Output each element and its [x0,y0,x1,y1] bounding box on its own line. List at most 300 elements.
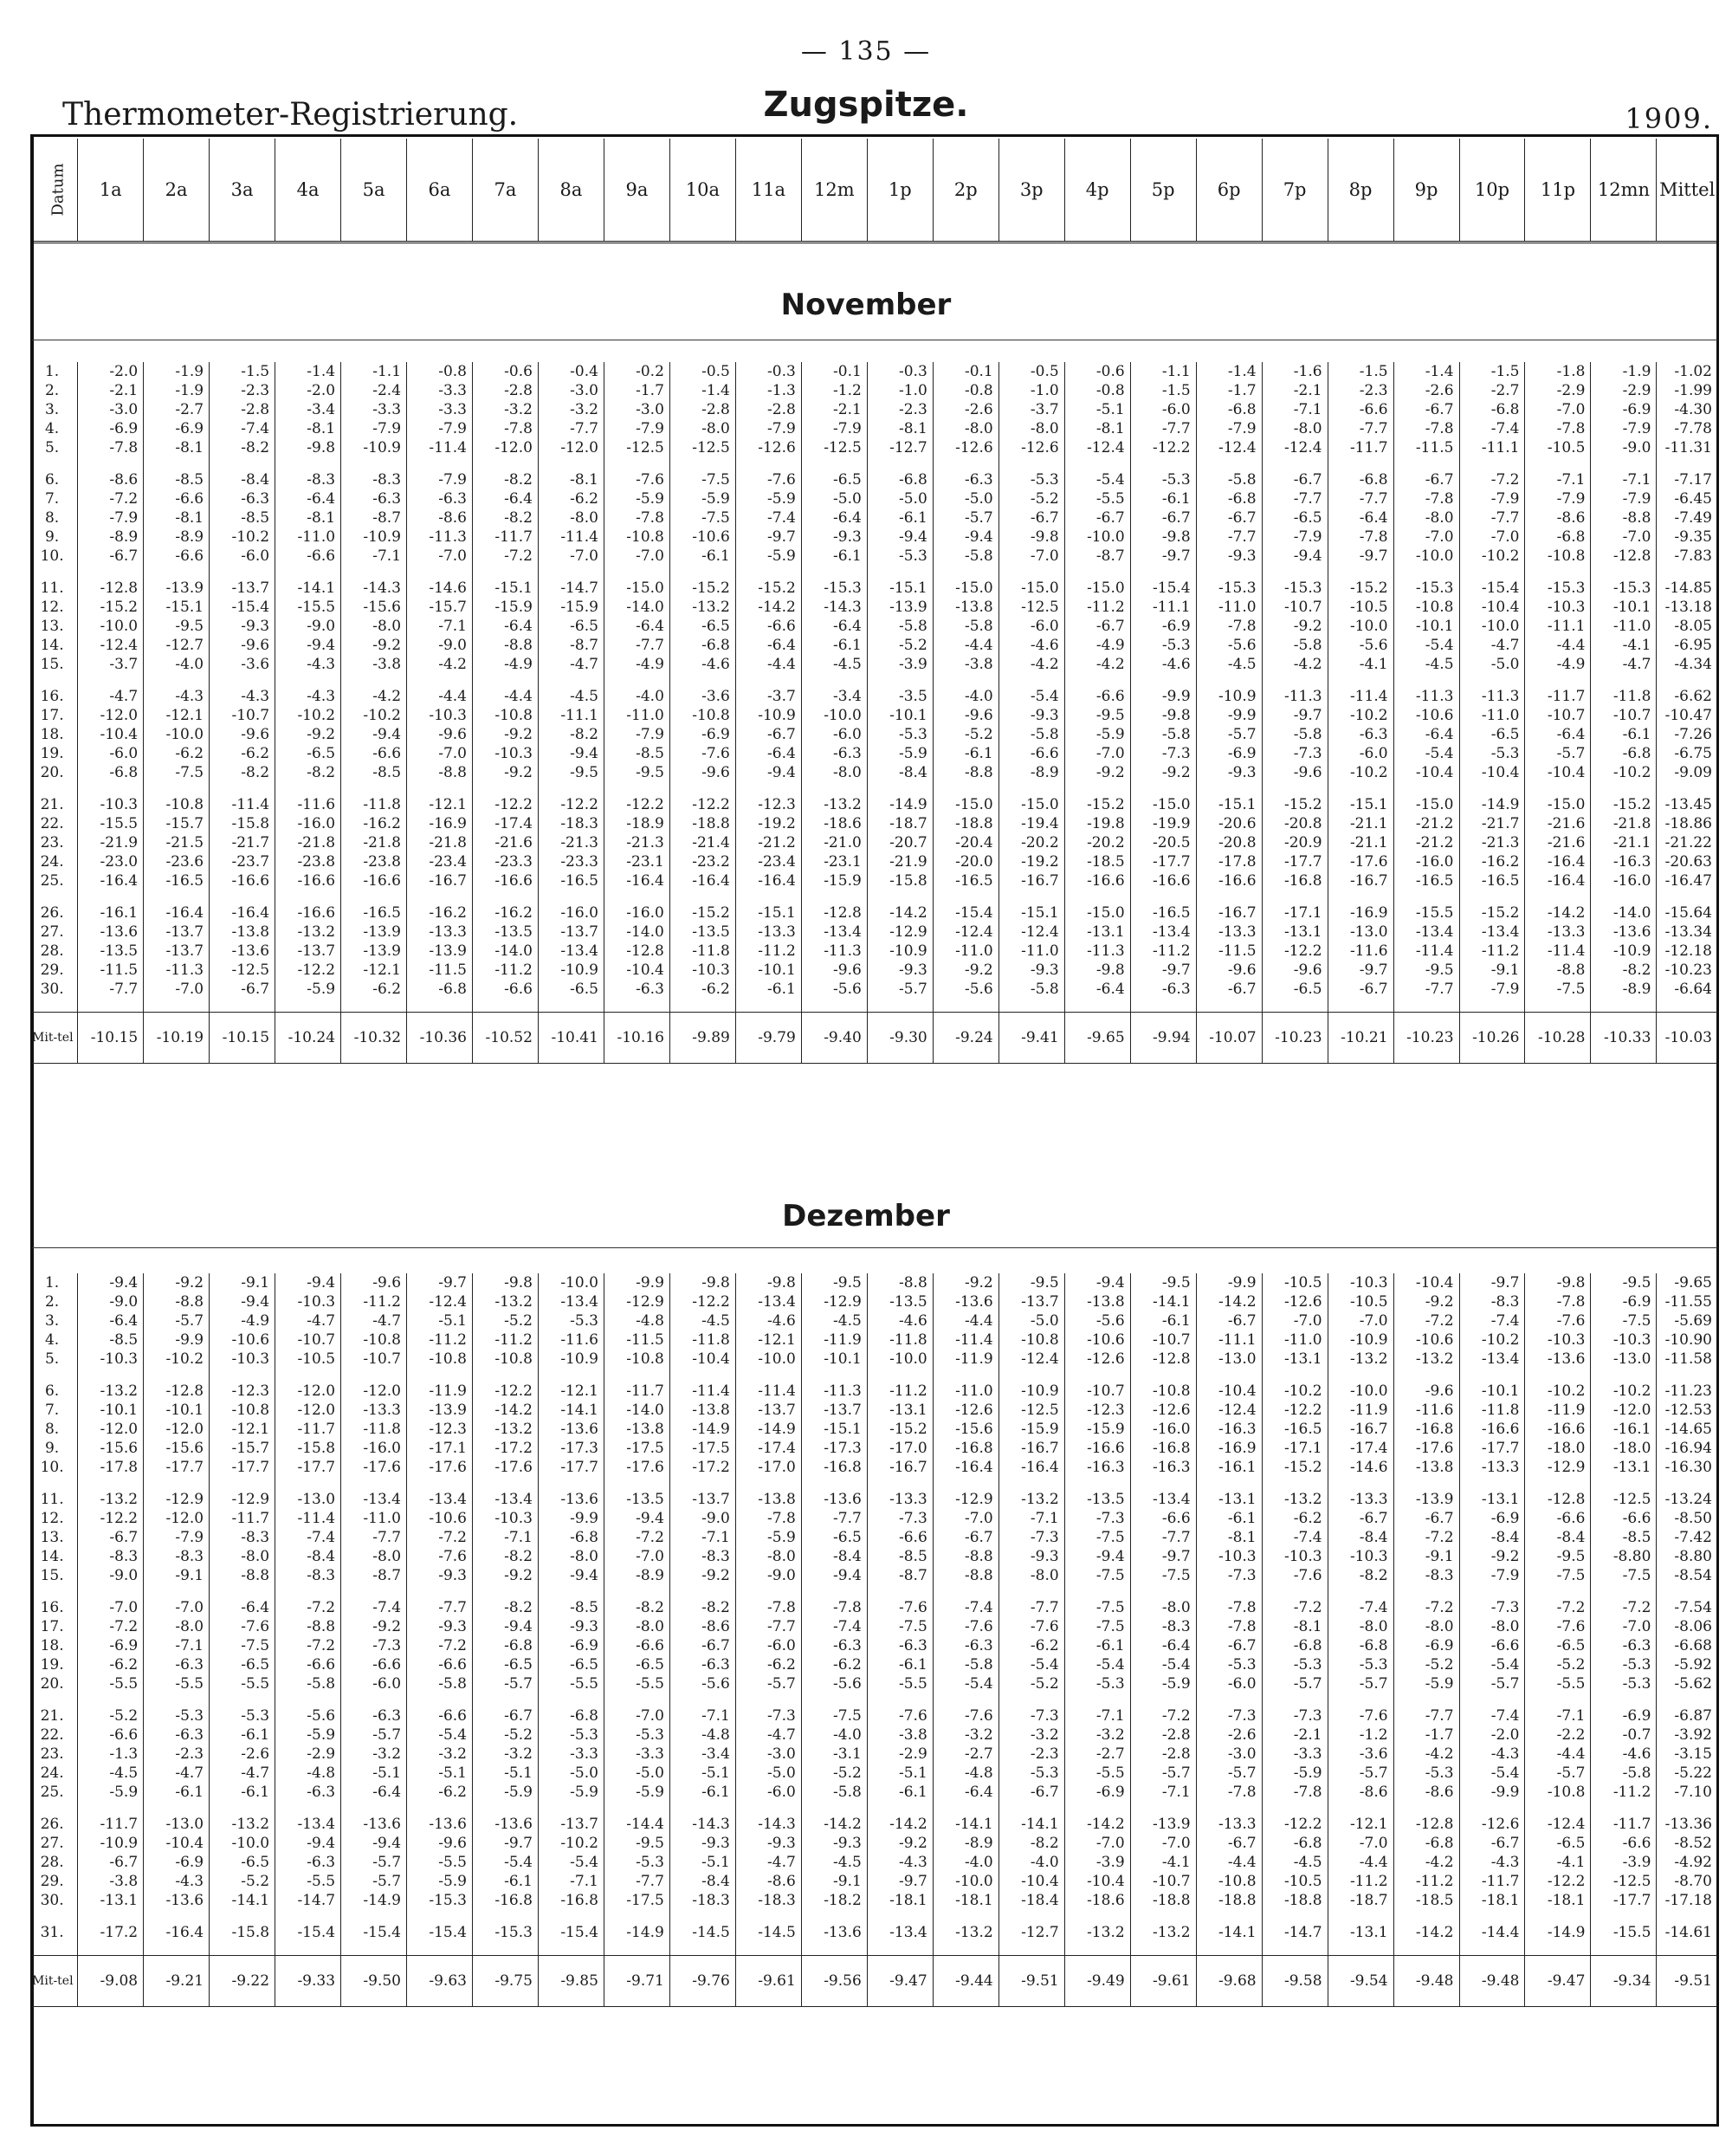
value-cell: -23.4 [407,852,473,871]
value-cell: -5.9 [735,547,801,566]
value-cell: -5.0 [867,489,933,508]
value-cell: -9.6 [669,763,735,782]
value-cell: -9.4 [210,1292,275,1311]
value-cell: -7.7 [538,419,604,438]
value-cell: -17.7 [1262,852,1328,871]
spacer-cell [32,999,78,1013]
value-cell: -20.9 [1262,833,1328,852]
value-cell: -21.3 [538,833,604,852]
value-cell: -14.1 [933,1815,998,1834]
value-cell: -8.7 [867,1566,933,1585]
date-cell: 22. [32,1725,78,1745]
value-cell: -9.5 [604,763,669,782]
value-cell: -12.2 [275,961,341,980]
value-cell: -16.6 [472,871,538,890]
table-row [32,871,1717,890]
value-cell: -6.0 [210,547,275,566]
value-cell: -6.0 [1130,400,1196,419]
table-row [32,687,1717,706]
value-cell: -7.2 [1591,1598,1657,1617]
column-header: 1a [78,139,144,243]
value-cell: -5.7 [1525,1764,1591,1783]
value-cell: -7.1 [1525,470,1591,489]
value-cell: -9.4 [1064,1273,1130,1292]
spacer-cell [801,566,867,579]
table-row [32,725,1717,744]
spacer-cell [341,1942,407,1956]
spacer-cell [1525,890,1591,903]
spacer-cell [144,1910,210,1923]
value-cell: -23.8 [275,852,341,871]
mean-cell: -1.99 [1674,382,1712,399]
mittel-value: -9.51 [1657,1956,1717,2007]
value-cell: -6.6 [407,1706,473,1725]
value-cell: -13.4 [538,1292,604,1311]
value-cell: -9.3 [1196,547,1262,566]
value-cell: -5.9 [735,489,801,508]
value-cell: -2.6 [933,400,998,419]
date-cell: 19. [32,1655,78,1674]
value-cell: -16.5 [144,871,210,890]
value-cell: -5.8 [867,617,933,636]
value-cell: -8.8 [867,1273,933,1292]
value-cell: -9.5 [1130,1273,1196,1292]
value-cell: -11.0 [1459,706,1525,725]
value-cell: -16.4 [604,871,669,890]
value-cell: -4.2 [1393,1853,1459,1872]
value-cell: -7.0 [144,1598,210,1617]
value-cell: -14.2 [1525,903,1591,923]
value-cell: -7.5 [867,1617,933,1636]
value-cell: -9.7 [867,1872,933,1891]
value-cell: -7.8 [78,438,144,457]
value-cell: -2.9 [867,1745,933,1764]
value-cell: -12.0 [78,706,144,725]
value-cell: -4.2 [998,655,1064,674]
table-row [32,636,1717,655]
value-cell: -11.7 [1459,1872,1525,1891]
value-cell: -5.9 [1262,1764,1328,1783]
value-cell: -6.3 [801,1636,867,1655]
value-cell: -5.8 [407,1674,473,1693]
value-cell: -5.8 [275,1674,341,1693]
value-cell: -8.0 [538,508,604,528]
value-cell: -8.3 [1393,1566,1459,1585]
value-cell: -18.1 [1525,1891,1591,1910]
spacer-cell [210,1802,275,1815]
value-cell: -15.2 [1328,579,1393,598]
value-cell: -11.5 [604,1331,669,1350]
value-cell: -5.5 [144,1674,210,1693]
value-cell: -7.2 [1393,1528,1459,1547]
mittel-value: -9.49 [1064,1956,1130,2007]
mittel-row [32,1013,1717,1064]
spacer-cell [275,1942,341,1956]
value-cell: -6.1 [1196,1509,1262,1528]
spacer-cell [735,1369,801,1382]
mean-cell: -3.15 [1674,1745,1712,1763]
value-cell: -11.4 [210,795,275,814]
spacer-cell [801,1693,867,1706]
value-cell: -6.6 [604,1636,669,1655]
value-cell: -3.3 [341,400,407,419]
date-cell: 2. [32,1292,78,1311]
value-cell: -11.0 [998,942,1064,961]
value-cell: -6.2 [78,1655,144,1674]
spacer-cell [1196,890,1262,903]
value-cell: -17.5 [604,1439,669,1458]
mittel-value: -9.76 [669,1956,735,2007]
spacer-cell [735,1585,801,1598]
value-cell: -1.9 [144,362,210,381]
value-cell: -6.8 [1591,744,1657,763]
value-cell: -12.1 [1328,1815,1393,1834]
spacer-cell [1657,890,1717,903]
spacer-cell [341,566,407,579]
value-cell: -16.6 [210,871,275,890]
value-cell: -6.8 [1262,1636,1328,1655]
value-cell: -6.7 [1328,980,1393,999]
value-cell: -13.6 [538,1420,604,1439]
table-row [32,1420,1717,1439]
value-cell: -5.7 [144,1311,210,1331]
value-cell: -15.2 [1459,903,1525,923]
value-cell: -9.9 [1459,1783,1525,1802]
value-cell: -13.8 [604,1420,669,1439]
value-cell: -6.5 [538,617,604,636]
value-cell: -6.0 [801,725,867,744]
value-cell: -7.9 [1525,489,1591,508]
value-cell: -15.2 [1064,795,1130,814]
value-cell: -7.2 [1130,1706,1196,1725]
mean-cell: -4.92 [1674,1854,1712,1871]
date-cell: 29. [32,1872,78,1891]
value-cell: -6.4 [801,508,867,528]
value-cell: -7.6 [1328,1706,1393,1725]
date-cell: 25. [32,1783,78,1802]
value-cell: -7.1 [538,1872,604,1891]
value-cell: -8.0 [1262,419,1328,438]
mean-cell: -10.90 [1664,1331,1712,1349]
value-cell: -14.0 [604,1401,669,1420]
value-cell: -6.9 [78,419,144,438]
value-cell: -11.7 [604,1382,669,1401]
value-cell: -6.5 [210,1655,275,1674]
value-cell: -8.3 [1130,1617,1196,1636]
spacer-cell [472,782,538,795]
spacer-cell [1657,1942,1717,1956]
value-cell: -12.2 [1262,1401,1328,1420]
spacer-cell [604,999,669,1013]
value-cell: -6.4 [604,617,669,636]
date-cell: 22. [32,814,78,833]
value-cell: -7.9 [407,470,473,489]
value-cell: -8.4 [1328,1528,1393,1547]
value-cell: -14.7 [275,1891,341,1910]
value-cell: -15.6 [144,1439,210,1458]
value-cell: -5.3 [538,1725,604,1745]
value-cell: -15.8 [275,1439,341,1458]
spacer-cell [1196,1477,1262,1490]
value-cell: -13.3 [867,1490,933,1509]
mean-cell: -7.49 [1674,509,1712,527]
value-cell: -10.0 [801,706,867,725]
value-cell: -9.7 [735,528,801,547]
value-cell: -7.7 [1459,508,1525,528]
date-cell: 18. [32,725,78,744]
value-cell: -7.9 [604,419,669,438]
value-cell: -4.4 [1525,636,1591,655]
spacer-cell [1130,674,1196,687]
value-cell: -9.1 [144,1566,210,1585]
value-cell: -2.8 [1130,1745,1196,1764]
value-cell: -0.8 [1064,381,1130,400]
column-header: 2p [933,139,998,243]
value-cell: -8.0 [210,1547,275,1566]
spacer-cell [1262,1802,1328,1815]
value-cell: -8.1 [1064,419,1130,438]
spacer-cell [32,1585,78,1598]
value-cell: -5.2 [998,489,1064,508]
value-cell: -13.1 [1064,923,1130,942]
spacer-cell [801,1369,867,1382]
spacer-cell [32,674,78,687]
value-cell: -12.8 [78,579,144,598]
date-cell: 13. [32,1528,78,1547]
mean-cell: -13.36 [1664,1816,1712,1833]
spacer-cell [669,1910,735,1923]
value-cell: -13.7 [669,1490,735,1509]
value-cell: -5.4 [1064,1655,1130,1674]
value-cell: -12.4 [1064,438,1130,457]
value-cell: -6.8 [1262,1834,1328,1853]
value-cell: -13.7 [275,942,341,961]
value-cell: -0.3 [735,362,801,381]
value-cell: -5.3 [867,725,933,744]
value-cell: -16.1 [1591,1420,1657,1439]
date-cell: 23. [32,1745,78,1764]
value-cell: -6.3 [867,1636,933,1655]
value-cell: -14.9 [1459,795,1525,814]
spacer-cell [1459,1942,1525,1956]
value-cell: -16.2 [1459,852,1525,871]
value-cell: -9.4 [801,1566,867,1585]
spacer-cell [1525,999,1591,1013]
spacer-cell [78,782,144,795]
value-cell: -10.9 [78,1834,144,1853]
mittel-value: -9.33 [275,1956,341,2007]
value-cell: -9.4 [472,1617,538,1636]
value-cell: -9.2 [1459,1547,1525,1566]
value-cell: -4.6 [1130,655,1196,674]
spacer-cell [1657,782,1717,795]
value-cell: -10.7 [1525,706,1591,725]
value-cell: -4.6 [867,1311,933,1331]
spacer-cell [933,999,998,1013]
value-cell: -12.1 [210,1420,275,1439]
date-cell: 1. [32,362,78,381]
value-cell: -7.8 [1196,1617,1262,1636]
value-cell: -6.1 [735,980,801,999]
spacer-cell [1591,674,1657,687]
value-cell: -5.6 [801,1674,867,1693]
value-cell: -7.3 [1262,1706,1328,1725]
value-cell: -6.6 [1328,400,1393,419]
value-cell: -0.8 [933,381,998,400]
value-cell: -5.9 [472,1783,538,1802]
value-cell: -10.5 [275,1350,341,1369]
spacer-cell [1393,1477,1459,1490]
value-cell: -16.7 [1196,903,1262,923]
value-cell: -11.3 [1459,687,1525,706]
value-cell: -12.2 [472,795,538,814]
date-cell: 17. [32,706,78,725]
value-cell: -11.0 [341,1509,407,1528]
value-cell: -6.6 [1591,1834,1657,1853]
spacer-cell [998,1693,1064,1706]
value-cell: -16.7 [1328,1420,1393,1439]
value-cell: -2.9 [1525,381,1591,400]
value-cell: -7.7 [604,636,669,655]
value-cell: -4.0 [801,1725,867,1745]
value-cell: -9.5 [1525,1547,1591,1566]
mittel-value: -10.28 [1525,1013,1591,1064]
spacer-cell [210,1369,275,1382]
value-cell: -18.8 [1262,1891,1328,1910]
value-cell: -9.4 [1262,547,1328,566]
value-cell: -7.7 [1130,419,1196,438]
spacer-cell [604,1910,669,1923]
spacer-cell [1591,1802,1657,1815]
value-cell: -16.4 [1525,852,1591,871]
value-cell: -9.2 [1064,763,1130,782]
spacer-cell [1591,457,1657,470]
value-cell: -12.4 [1262,438,1328,457]
spacer-cell [1064,457,1130,470]
value-cell: -6.9 [1393,1636,1459,1655]
value-cell: -17.6 [1328,852,1393,871]
value-cell: -9.6 [407,725,473,744]
mean-cell: -6.45 [1674,490,1712,508]
mittel-value: -9.63 [407,1956,473,2007]
mean-cell: -8.54 [1674,1567,1712,1584]
value-cell: -21.8 [1591,814,1657,833]
value-cell: -6.4 [1328,508,1393,528]
value-cell: -6.0 [341,1674,407,1693]
value-cell: -13.6 [538,1490,604,1509]
column-header-row [32,139,1717,243]
spacer-cell [538,1942,604,1956]
value-cell: -4.7 [1459,636,1525,655]
value-cell: -8.3 [275,1566,341,1585]
spacer-cell [801,1477,867,1490]
value-cell: -5.2 [1393,1655,1459,1674]
spacer-cell [275,1369,341,1382]
value-cell: -7.1 [669,1528,735,1547]
value-cell: -7.4 [275,1528,341,1547]
value-cell: -10.3 [275,1292,341,1311]
date-cell: 27. [32,1834,78,1853]
value-cell: -8.8 [933,1547,998,1566]
value-cell: -5.8 [1262,725,1328,744]
table-row [32,438,1717,457]
value-cell: -15.0 [998,795,1064,814]
spacer-cell [1591,1585,1657,1598]
value-cell: -17.6 [407,1458,473,1477]
value-cell: -9.4 [341,725,407,744]
value-cell: -6.3 [933,470,998,489]
value-cell: -6.6 [275,547,341,566]
value-cell: -9.4 [604,1509,669,1528]
spacer-cell [1459,1585,1525,1598]
spacer-cell [341,999,407,1013]
spacer-cell [472,674,538,687]
value-cell: -6.2 [735,1655,801,1674]
column-header-datum [32,139,78,243]
value-cell: -8.2 [604,1598,669,1617]
mittel-value: -9.89 [669,1013,735,1064]
row-spacer [32,1802,1717,1815]
value-cell: -10.5 [1328,598,1393,617]
spacer-cell [801,999,867,1013]
value-cell: -6.7 [78,1528,144,1547]
value-cell: -15.0 [1130,795,1196,814]
value-cell: -7.5 [210,1636,275,1655]
value-cell: -8.2 [210,763,275,782]
value-cell: -7.0 [1064,744,1130,763]
spacer-cell [472,1942,538,1956]
value-cell: -6.1 [867,508,933,528]
value-cell: -5.0 [538,1764,604,1783]
spacer-cell [538,782,604,795]
value-cell: -23.4 [735,852,801,871]
spacer-cell [1328,1942,1393,1956]
spacer-cell [1328,890,1393,903]
value-cell: -3.8 [78,1872,144,1891]
value-cell: -6.1 [867,1783,933,1802]
mittel-value: -10.32 [341,1013,407,1064]
value-cell: -9.9 [1130,687,1196,706]
mittel-value: -10.03 [1657,1013,1717,1064]
value-cell: -10.9 [1328,1331,1393,1350]
value-cell: -16.3 [1130,1458,1196,1477]
value-cell: -12.7 [867,438,933,457]
value-cell: -3.2 [472,1745,538,1764]
value-cell: -7.0 [78,1598,144,1617]
spacer-cell [1262,1585,1328,1598]
value-cell: -13.6 [144,1891,210,1910]
value-cell: -11.4 [669,1382,735,1401]
value-cell: -13.1 [1196,1490,1262,1509]
value-cell: -13.6 [407,1815,473,1834]
value-cell: -9.5 [604,1834,669,1853]
value-cell: -7.0 [1328,1311,1393,1331]
value-cell: -5.0 [998,1311,1064,1331]
value-cell: -7.0 [1591,1617,1657,1636]
value-cell: -9.3 [407,1566,473,1585]
value-cell: -14.6 [1328,1458,1393,1477]
spacer-cell [275,890,341,903]
value-cell: -21.7 [210,833,275,852]
value-cell: -7.0 [144,980,210,999]
spacer-cell [538,1802,604,1815]
spacer-cell [407,566,473,579]
spacer-cell [32,1369,78,1382]
value-cell: -16.0 [1393,852,1459,871]
value-cell: -10.8 [998,1331,1064,1350]
value-cell: -7.8 [1196,1783,1262,1802]
value-cell: -3.2 [472,400,538,419]
